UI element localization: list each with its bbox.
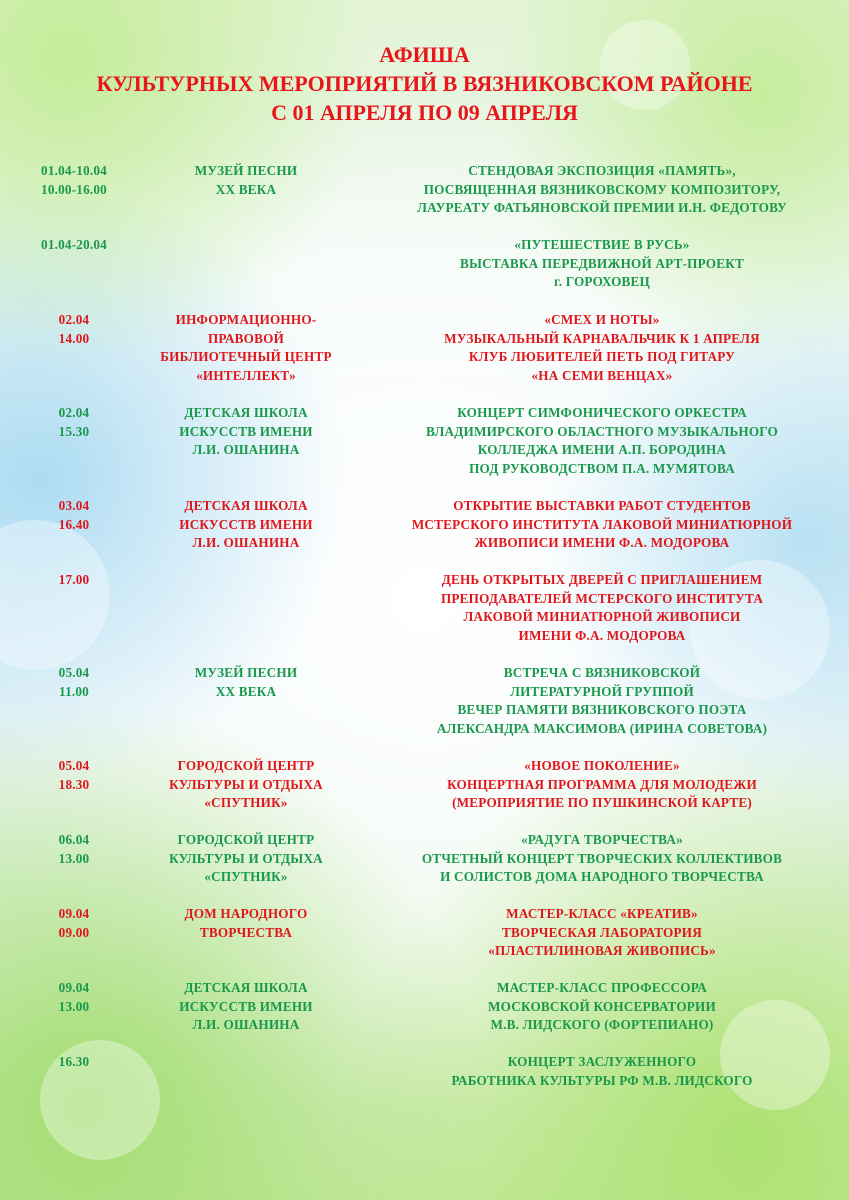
- event-description-line: «НА СЕМИ ВЕНЦАХ»: [531, 367, 673, 383]
- event-description-line: ИМЕНИ Ф.А. МОДОРОВА: [518, 627, 686, 643]
- event-date-line: 05.04: [58, 758, 90, 773]
- event-date: [22, 497, 126, 534]
- event-description-line: КОЛЛЕДЖА ИМЕНИ А.П. БОРОДИНА: [477, 442, 727, 458]
- event-venue-line: «СПУТНИК»: [204, 869, 288, 885]
- event-description-line: ВЛАДИМИРСКОГО ОБЛАСТНОГО МУЗЫКАЛЬНОГО: [425, 423, 779, 439]
- event-venue-line: XX ВЕКА: [215, 181, 277, 197]
- event-description-line: «ПЛАСТИЛИНОВАЯ ЖИВОПИСЬ»: [488, 943, 716, 959]
- event-description-line: ЛИТЕРАТУРНОЙ ГРУППОЙ: [510, 683, 694, 699]
- event-description-line: «ПУТЕШЕСТВИЕ В РУСЬ»: [514, 237, 690, 252]
- event-date: [22, 1053, 126, 1072]
- event-date-line: 02.04: [58, 405, 90, 420]
- event-date: [22, 571, 126, 590]
- event-description-line: ВЫСТАВКА ПЕРЕДВИЖНОЙ АРТ-ПРОЕКТ: [459, 255, 745, 271]
- event-venue: [146, 905, 346, 942]
- event-description-line: ВЕЧЕР ПАМЯТИ ВЯЗНИКОВСКОГО ПОЭТА: [457, 702, 747, 718]
- event-description: [372, 757, 832, 813]
- event-description: [372, 1053, 832, 1090]
- event-date: [22, 979, 126, 1016]
- event-venue-line: ДЕТСКАЯ ШКОЛА: [184, 405, 308, 420]
- event-venue: [146, 979, 346, 1035]
- event-venue-line: БИБЛИОТЕЧНЫЙ ЦЕНТР: [160, 349, 332, 365]
- event-date: [22, 831, 126, 868]
- event-description-line: ЖИВОПИСИ ИМЕНИ Ф.А. МОДОРОВА: [474, 535, 730, 551]
- event-date: [22, 664, 126, 701]
- poster-subtitle: КУЛЬТУРНЫХ МЕРОПРИЯТИЙ В ВЯЗНИКОВСКОМ РАЙОНЕ: [96, 71, 753, 96]
- event-description: [372, 831, 832, 887]
- event-venue-line: ГОРОДСКОЙ ЦЕНТР: [177, 832, 315, 847]
- event-description-line: ДЕНЬ ОТКРЫТЫХ ДВЕРЕЙ С ПРИГЛАШЕНИЕМ: [441, 572, 763, 587]
- event-description: [372, 162, 832, 218]
- event-description-line: И СОЛИСТОВ ДОМА НАРОДНОГО ТВОРЧЕСТВА: [440, 869, 764, 885]
- event-venue: [146, 311, 346, 385]
- event-date-line: 09.04: [58, 980, 90, 995]
- event-date: [22, 404, 126, 441]
- event-description-line: КЛУБ ЛЮБИТЕЛЕЙ ПЕТЬ ПОД ГИТАРУ: [468, 349, 736, 365]
- event-date-line: 14.00: [58, 330, 90, 346]
- event-description: [372, 664, 832, 738]
- event-description-line: КОНЦЕРТНАЯ ПРОГРАММА ДЛЯ МОЛОДЕЖИ: [447, 776, 757, 792]
- event-description-line: ПРЕПОДАВАТЕЛЕЙ МСТЕРСКОГО ИНСТИТУТА: [440, 590, 764, 606]
- event-venue-line: ИНФОРМАЦИОННО-: [175, 312, 317, 327]
- event-description-line: КОНЦЕРТ СИМФОНИЧЕСКОГО ОРКЕСТРА: [457, 405, 747, 420]
- event-description: [372, 571, 832, 645]
- event-description-line: МАСТЕР-КЛАСС ПРОФЕССОРА: [496, 980, 708, 995]
- event-venue: [146, 757, 346, 813]
- event-description-line: МАСТЕР-КЛАСС «КРЕАТИВ»: [506, 906, 698, 921]
- event-description-line: «РАДУГА ТВОРЧЕСТВА»: [521, 832, 683, 847]
- event-description-line: МОСКОВСКОЙ КОНСЕРВАТОРИИ: [488, 998, 716, 1014]
- event-description-line: ЛАКОВОЙ МИНИАТЮРНОЙ ЖИВОПИСИ: [463, 609, 741, 625]
- event-venue-line: ИСКУССТВ ИМЕНИ: [179, 998, 313, 1014]
- event-description: [372, 236, 832, 292]
- poster-date-range: С 01 АПРЕЛЯ ПО 09 АПРЕЛЯ: [271, 100, 578, 125]
- event-description-line: КОНЦЕРТ ЗАСЛУЖЕННОГО: [507, 1054, 697, 1069]
- event-description-line: (МЕРОПРИЯТИЕ ПО ПУШКИНСКОЙ КАРТЕ): [452, 795, 752, 811]
- event-venue-line: ДЕТСКАЯ ШКОЛА: [184, 980, 308, 995]
- event-venue-line: «СПУТНИК»: [204, 795, 288, 811]
- event-description-line: М.В. ЛИДСКОГО (ФОРТЕПИАНО): [490, 1017, 714, 1033]
- event-date: [22, 162, 126, 199]
- event-description-line: «НОВОЕ ПОКОЛЕНИЕ»: [524, 758, 680, 773]
- event-venue-line: ДЕТСКАЯ ШКОЛА: [184, 498, 308, 513]
- event-venue-line: Л.И. ОШАНИНА: [192, 535, 300, 551]
- event-date: [22, 236, 126, 255]
- event-date-line: 13.00: [58, 850, 90, 866]
- event-venue-line: Л.И. ОШАНИНА: [192, 1017, 300, 1033]
- event-venue: [146, 831, 346, 887]
- event-date-line: 16.40: [58, 516, 90, 532]
- event-date-line: 01.04-10.04: [41, 163, 107, 178]
- event-date-line: 06.04: [58, 832, 90, 847]
- event-venue-line: Л.И. ОШАНИНА: [192, 442, 300, 458]
- event-date: [22, 311, 126, 348]
- event-date-line: 11.00: [59, 683, 89, 699]
- event-venue-line: КУЛЬТУРЫ И ОТДЫХА: [169, 776, 323, 792]
- event-venue: [146, 497, 346, 553]
- event-venue: [146, 404, 346, 460]
- event-venue-line: «ИНТЕЛЛЕКТ»: [196, 367, 296, 383]
- event-date: [22, 757, 126, 794]
- event-venue-line: КУЛЬТУРЫ И ОТДЫХА: [169, 850, 323, 866]
- event-venue-line: МУЗЕЙ ПЕСНИ: [194, 665, 298, 680]
- event-date-line: 03.04: [58, 498, 90, 513]
- event-description-line: МСТЕРСКОГО ИНСТИТУТА ЛАКОВОЙ МИНИАТЮРНОЙ: [411, 516, 793, 532]
- event-date-line: 02.04: [58, 312, 90, 327]
- event-venue-line: ТВОРЧЕСТВА: [199, 924, 293, 940]
- event-date-line: 05.04: [58, 665, 90, 680]
- event-description-line: ВСТРЕЧА С ВЯЗНИКОВСКОЙ: [503, 665, 701, 680]
- event-description-line: РАБОТНИКА КУЛЬТУРЫ РФ М.В. ЛИДСКОГО: [451, 1072, 753, 1088]
- event-venue-line: ИСКУССТВ ИМЕНИ: [179, 516, 313, 532]
- event-date-line: 18.30: [58, 776, 90, 792]
- event-venue-line: ДОМ НАРОДНОГО: [184, 906, 308, 921]
- event-description: [372, 979, 832, 1035]
- event-description: [372, 404, 832, 478]
- event-venue: [146, 664, 346, 701]
- event-description: [372, 311, 832, 385]
- event-description: [372, 905, 832, 961]
- event-date-line: 13.00: [58, 998, 90, 1014]
- event-venue-line: XX ВЕКА: [215, 683, 277, 699]
- event-description-line: ПОСВЯЩЕННАЯ ВЯЗНИКОВСКОМУ КОМПОЗИТОРУ,: [423, 181, 781, 197]
- event-description: [372, 497, 832, 553]
- event-venue-line: МУЗЕЙ ПЕСНИ: [194, 163, 298, 178]
- event-date-line: 16.30: [58, 1054, 90, 1069]
- event-description-line: МУЗЫКАЛЬНЫЙ КАРНАВАЛЬЧИК К 1 АПРЕЛЯ: [444, 330, 760, 346]
- event-venue-line: ИСКУССТВ ИМЕНИ: [179, 423, 313, 439]
- event-date-line: 01.04-20.04: [41, 237, 107, 252]
- event-description-line: ТВОРЧЕСКАЯ ЛАБОРАТОРИЯ: [502, 924, 702, 940]
- event-date: [22, 905, 126, 942]
- event-description-line: г. ГОРОХОВЕЦ: [554, 274, 650, 290]
- event-date-line: 09.04: [58, 906, 90, 921]
- event-description-line: ЛАУРЕАТУ ФАТЬЯНОВСКОЙ ПРЕМИИ И.Н. ФЕДОТОВУ: [417, 200, 787, 216]
- event-venue-line: ПРАВОВОЙ: [207, 330, 285, 346]
- event-description-line: «СМЕХ И НОТЫ»: [544, 312, 660, 327]
- event-date-line: 17.00: [58, 572, 90, 587]
- poster-title: АФИША: [379, 42, 470, 67]
- event-description-line: СТЕНДОВАЯ ЭКСПОЗИЦИЯ «ПАМЯТЬ»,: [468, 163, 736, 178]
- event-description-line: ПОД РУКОВОДСТВОМ П.А. МУМЯТОВА: [469, 460, 735, 476]
- event-date-line: 09.00: [58, 924, 90, 940]
- event-description-line: АЛЕКСАНДРА МАКСИМОВА (ИРИНА СОВЕТОВА): [436, 720, 768, 736]
- event-date-line: 10.00-16.00: [41, 181, 107, 197]
- event-description-line: ОТКРЫТИЕ ВЫСТАВКИ РАБОТ СТУДЕНТОВ: [453, 498, 751, 513]
- event-venue: [146, 162, 346, 199]
- event-venue-line: ГОРОДСКОЙ ЦЕНТР: [177, 758, 315, 773]
- event-description-line: ОТЧЕТНЫЙ КОНЦЕРТ ТВОРЧЕСКИХ КОЛЛЕКТИВОВ: [421, 850, 783, 866]
- event-date-line: 15.30: [58, 423, 90, 439]
